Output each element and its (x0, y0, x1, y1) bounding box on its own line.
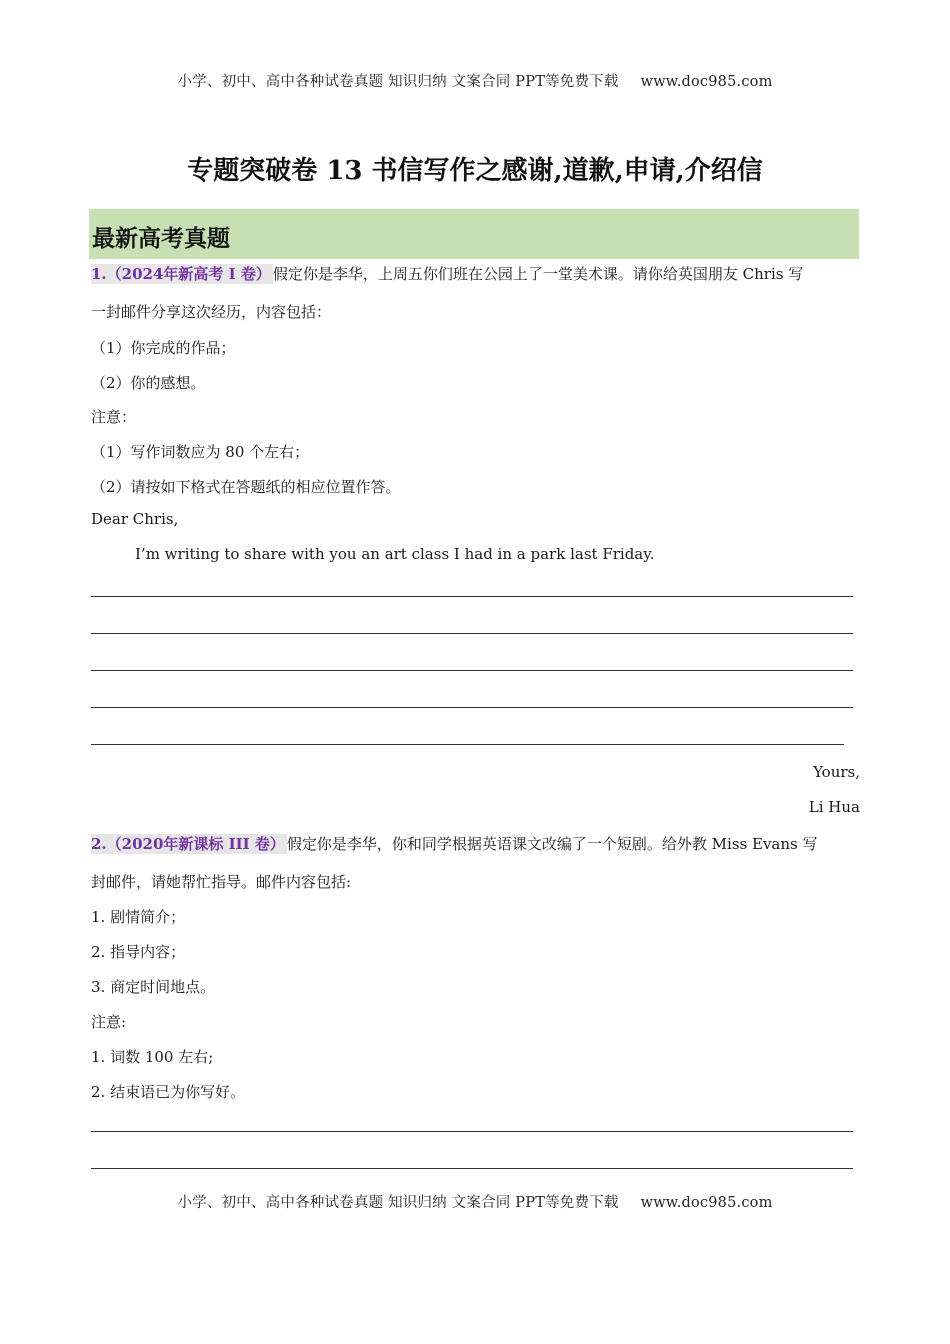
q1-item-2: （2）你的感想。 (91, 374, 206, 392)
q1-answer-line[interactable] (91, 744, 844, 745)
header-site-link[interactable]: www.doc985.com (640, 74, 773, 90)
q1-closing: Yours, (813, 763, 860, 781)
q2-prompt-line2: 封邮件，请她帮忙指导。邮件内容包括: (91, 873, 352, 891)
q2-item-2: 2. 指导内容； (91, 943, 186, 961)
q2-answer-line[interactable] (91, 1131, 853, 1132)
q1-opening-sentence: I’m writing to share with you an art class I had in a park last Friday. (135, 545, 655, 563)
q1-answer-line[interactable] (91, 670, 853, 671)
footer-site-link[interactable]: www.doc985.com (640, 1195, 773, 1211)
q1-prompt-line2: 一封邮件分享这次经历，内容包括： (91, 303, 332, 321)
q1-salutation: Dear Chris, (91, 510, 179, 528)
q2-prompt-line1 (91, 833, 818, 854)
section-heading: 最新高考真题 (92, 225, 230, 252)
q2-prompt-text1: 假定你是李华，你和同学根据英语课文改编了一个短剧。给外教 Miss Evans 写 (286, 835, 818, 853)
page-title: 专题突破卷 13 书信写作之感谢,道歉,申请,介绍信 (187, 156, 763, 186)
q1-note-label: 注意： (91, 408, 137, 426)
page-footer (0, 1191, 950, 1212)
q1-prompt-text1: 假定你是李华，上周五你们班在公园上了一堂美术课。请你给英国朋友 Chris 写 (272, 265, 804, 283)
q1-prompt-line1 (91, 263, 803, 284)
q2-item-1: 1. 剧情简介； (91, 908, 186, 926)
q2-note-1: 1. 词数 100 左右; (91, 1048, 214, 1066)
q1-note-1: （1）写作词数应为 80 个左右； (91, 443, 310, 461)
q2-note-2: 2. 结束语已为你写好。 (91, 1083, 246, 1101)
section-banner (89, 209, 859, 259)
q1-signature: Li Hua (808, 798, 860, 816)
page-header (0, 70, 950, 91)
q2-source-tag: 2.（2020年新课标 III 卷） (91, 835, 285, 853)
q2-answer-line[interactable] (91, 1168, 853, 1169)
q1-answer-line[interactable] (91, 633, 853, 634)
q2-note-label: 注意: (91, 1013, 127, 1031)
q1-source-tag: 1.（2024年新高考 I 卷） (91, 265, 271, 283)
footer-text: 小学、初中、高中各种试卷真题 知识归纳 文案合同 PPT等免费下载 (177, 1195, 619, 1211)
header-text: 小学、初中、高中各种试卷真题 知识归纳 文案合同 PPT等免费下载 (177, 74, 619, 90)
q1-item-1: （1）你完成的作品； (91, 339, 236, 357)
q1-answer-line[interactable] (91, 596, 853, 597)
q1-note-2: （2）请按如下格式在答题纸的相应位置作答。 (91, 478, 401, 496)
q2-item-3: 3. 商定时间地点。 (91, 978, 216, 996)
q1-answer-line[interactable] (91, 707, 853, 708)
